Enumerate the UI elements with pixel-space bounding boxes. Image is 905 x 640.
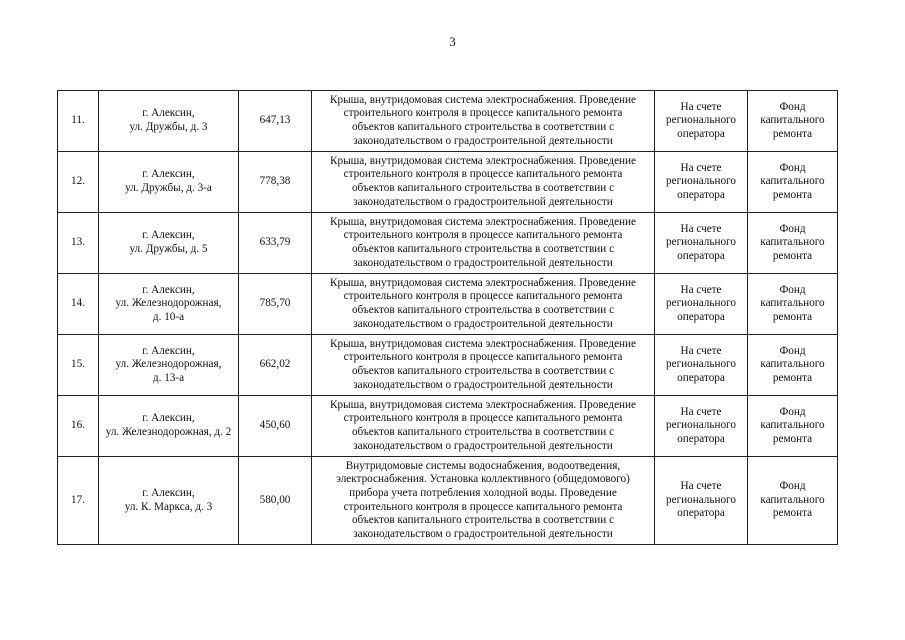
address-line: д. 10-а (152, 310, 185, 323)
address-line: г. Алексин, (142, 229, 195, 242)
works-line: законодательством о градостроительной деятельности (353, 195, 613, 208)
account-cell (655, 213, 748, 274)
works-line: строительного контроля в процессе капитального ремонта (343, 412, 623, 425)
works-line: Крыша, внутридомовая система электроснабжения. Проведение (330, 337, 636, 350)
works-line: строительного контроля в процессе капитального ремонта (343, 107, 623, 120)
works-cell (312, 152, 655, 213)
address-cell (99, 152, 239, 213)
fund-line: Фонд (779, 405, 806, 418)
works-line: объектов капитального строительства в соответствии с (351, 514, 615, 527)
address-line: ул. Дружбы, д. 3 (129, 121, 208, 133)
fund-line: ремонта (772, 188, 813, 201)
area-cell: 647,13 (239, 91, 312, 152)
account-line: На счете (680, 161, 722, 174)
works-line: строительного контроля в процессе капитального ремонта (343, 290, 623, 303)
fund-line: капитального (760, 358, 825, 371)
account-line: оператора (677, 507, 725, 520)
fund-cell (748, 396, 838, 457)
fund-line: капитального (760, 114, 825, 127)
works-line: строительного контроля в процессе капитального ремонта (343, 351, 623, 364)
fund-line: ремонта (772, 371, 813, 384)
works-line: строительного контроля в процессе капитального ремонта (343, 229, 623, 242)
works-line: объектов капитального строительства в соответствии с (351, 426, 615, 438)
account-line: регионального (666, 175, 736, 188)
works-line: законодательством о градостроительной деятельности (353, 256, 613, 269)
works-line: объектов капитального строительства в соответствии с (351, 121, 615, 133)
fund-cell (748, 213, 838, 274)
address-line: г. Алексин, (142, 412, 195, 425)
address-line: ул. Дружбы, д. 3-а (125, 182, 212, 194)
address-line: г. Алексин, (142, 283, 195, 296)
account-line: оператора (677, 371, 725, 384)
account-cell (655, 457, 748, 545)
works-line: законодательством о градостроительной деятельности (353, 378, 613, 391)
address-line: г. Алексин, (142, 168, 195, 181)
row-number: 11. (58, 91, 99, 152)
works-line: объектов капитального строительства в соответствии с (351, 304, 615, 316)
row-number: 13. (58, 213, 99, 274)
address-line: ул. Железнодорожная, (115, 297, 222, 310)
table-row (58, 274, 838, 335)
account-line: На счете (680, 283, 722, 296)
works-line: законодательством о градостроительной деятельности (353, 317, 613, 330)
account-line: регионального (666, 358, 736, 371)
row-number: 15. (58, 335, 99, 396)
account-line: оператора (677, 249, 725, 262)
account-line: регионального (666, 114, 736, 127)
fund-cell (748, 274, 838, 335)
table-row (58, 396, 838, 457)
account-line: оператора (677, 188, 725, 201)
table-row (58, 91, 838, 152)
area-cell: 633,79 (239, 213, 312, 274)
works-line: объектов капитального строительства в соответствии с (351, 365, 615, 377)
address-cell (99, 335, 239, 396)
area-cell: 778,38 (239, 152, 312, 213)
row-number: 16. (58, 396, 99, 457)
address-line: ул. Дружбы, д. 5 (129, 243, 208, 255)
works-line: строительного контроля в процессе капитального ремонта (343, 168, 623, 181)
row-number: 14. (58, 274, 99, 335)
fund-line: Фонд (779, 344, 806, 357)
works-line: объектов капитального строительства в соответствии с (351, 182, 615, 194)
account-line: регионального (666, 236, 736, 249)
address-line: д. 13-а (152, 371, 185, 384)
works-line: законодательством о градостроительной деятельности (353, 439, 613, 452)
fund-line: капитального (760, 493, 825, 506)
address-cell (99, 213, 239, 274)
fund-line: капитального (760, 236, 825, 249)
fund-line: капитального (760, 175, 825, 188)
account-cell (655, 335, 748, 396)
account-line: оператора (677, 127, 725, 140)
fund-cell (748, 152, 838, 213)
works-line: электроснабжения. Установка коллективного (общедомового) (336, 473, 630, 486)
account-line: оператора (677, 432, 725, 445)
works-line: прибора учета потребления холодной воды. Проведение (349, 486, 617, 499)
account-line: регионального (666, 297, 736, 310)
address-line: г. Алексин, (142, 107, 195, 120)
address-line: ул. Железнодорожная, (115, 358, 222, 371)
works-line: законодательством о градостроительной деятельности (353, 134, 613, 147)
area-cell: 580,00 (239, 457, 312, 545)
account-line: На счете (680, 344, 722, 357)
row-number: 12. (58, 152, 99, 213)
works-line: объектов капитального строительства в соответствии с (351, 243, 615, 255)
table-row (58, 213, 838, 274)
fund-line: Фонд (779, 222, 806, 235)
fund-line: капитального (760, 419, 825, 432)
works-line: строительного контроля в процессе капитального ремонта (343, 500, 623, 513)
works-line: Крыша, внутридомовая система электроснабжения. Проведение (330, 93, 636, 106)
works-cell (312, 457, 655, 545)
address-line: ул. К. Маркса, д. 3 (124, 500, 213, 513)
account-line: На счете (680, 222, 722, 235)
works-cell (312, 274, 655, 335)
account-line: регионального (666, 419, 736, 432)
fund-cell (748, 457, 838, 545)
page-number: 3 (449, 34, 456, 49)
account-cell (655, 396, 748, 457)
address-cell (99, 91, 239, 152)
account-cell (655, 91, 748, 152)
account-line: оператора (677, 310, 725, 323)
works-line: Крыша, внутридомовая система электроснабжения. Проведение (330, 398, 636, 411)
capital-repair-table (57, 90, 838, 545)
account-line: На счете (680, 405, 722, 418)
fund-line: ремонта (772, 432, 813, 445)
area-cell: 662,02 (239, 335, 312, 396)
address-cell (99, 274, 239, 335)
fund-line: Фонд (779, 161, 806, 174)
area-cell: 785,70 (239, 274, 312, 335)
fund-line: ремонта (772, 507, 813, 520)
works-line: Внутридомовые системы водоснабжения, водоотведения, (345, 459, 621, 472)
account-cell (655, 274, 748, 335)
address-line: ул. Железнодорожная, д. 2 (105, 426, 232, 438)
address-cell (99, 396, 239, 457)
works-line: Крыша, внутридомовая система электроснабжения. Проведение (330, 154, 636, 167)
address-cell (99, 457, 239, 545)
fund-line: ремонта (772, 127, 813, 140)
table-row (58, 152, 838, 213)
fund-line: ремонта (772, 310, 813, 323)
address-line: г. Алексин, (142, 344, 195, 357)
account-line: регионального (666, 493, 736, 506)
works-cell (312, 91, 655, 152)
account-cell (655, 152, 748, 213)
account-line: На счете (680, 480, 722, 493)
area-cell: 450,60 (239, 396, 312, 457)
account-line: На счете (680, 100, 722, 113)
fund-line: ремонта (772, 249, 813, 262)
works-line: законодательством о градостроительной деятельности (353, 527, 613, 540)
works-cell (312, 213, 655, 274)
fund-line: Фонд (779, 480, 806, 493)
row-number: 17. (58, 457, 99, 545)
works-cell (312, 335, 655, 396)
fund-line: Фонд (779, 100, 806, 113)
works-line: Крыша, внутридомовая система электроснабжения. Проведение (330, 215, 636, 228)
fund-cell (748, 335, 838, 396)
works-line: Крыша, внутридомовая система электроснабжения. Проведение (330, 276, 636, 289)
fund-cell (748, 91, 838, 152)
table-row (58, 335, 838, 396)
address-line: г. Алексин, (142, 486, 195, 499)
fund-line: капитального (760, 297, 825, 310)
works-cell (312, 396, 655, 457)
table-row (58, 457, 838, 545)
fund-line: Фонд (779, 283, 806, 296)
